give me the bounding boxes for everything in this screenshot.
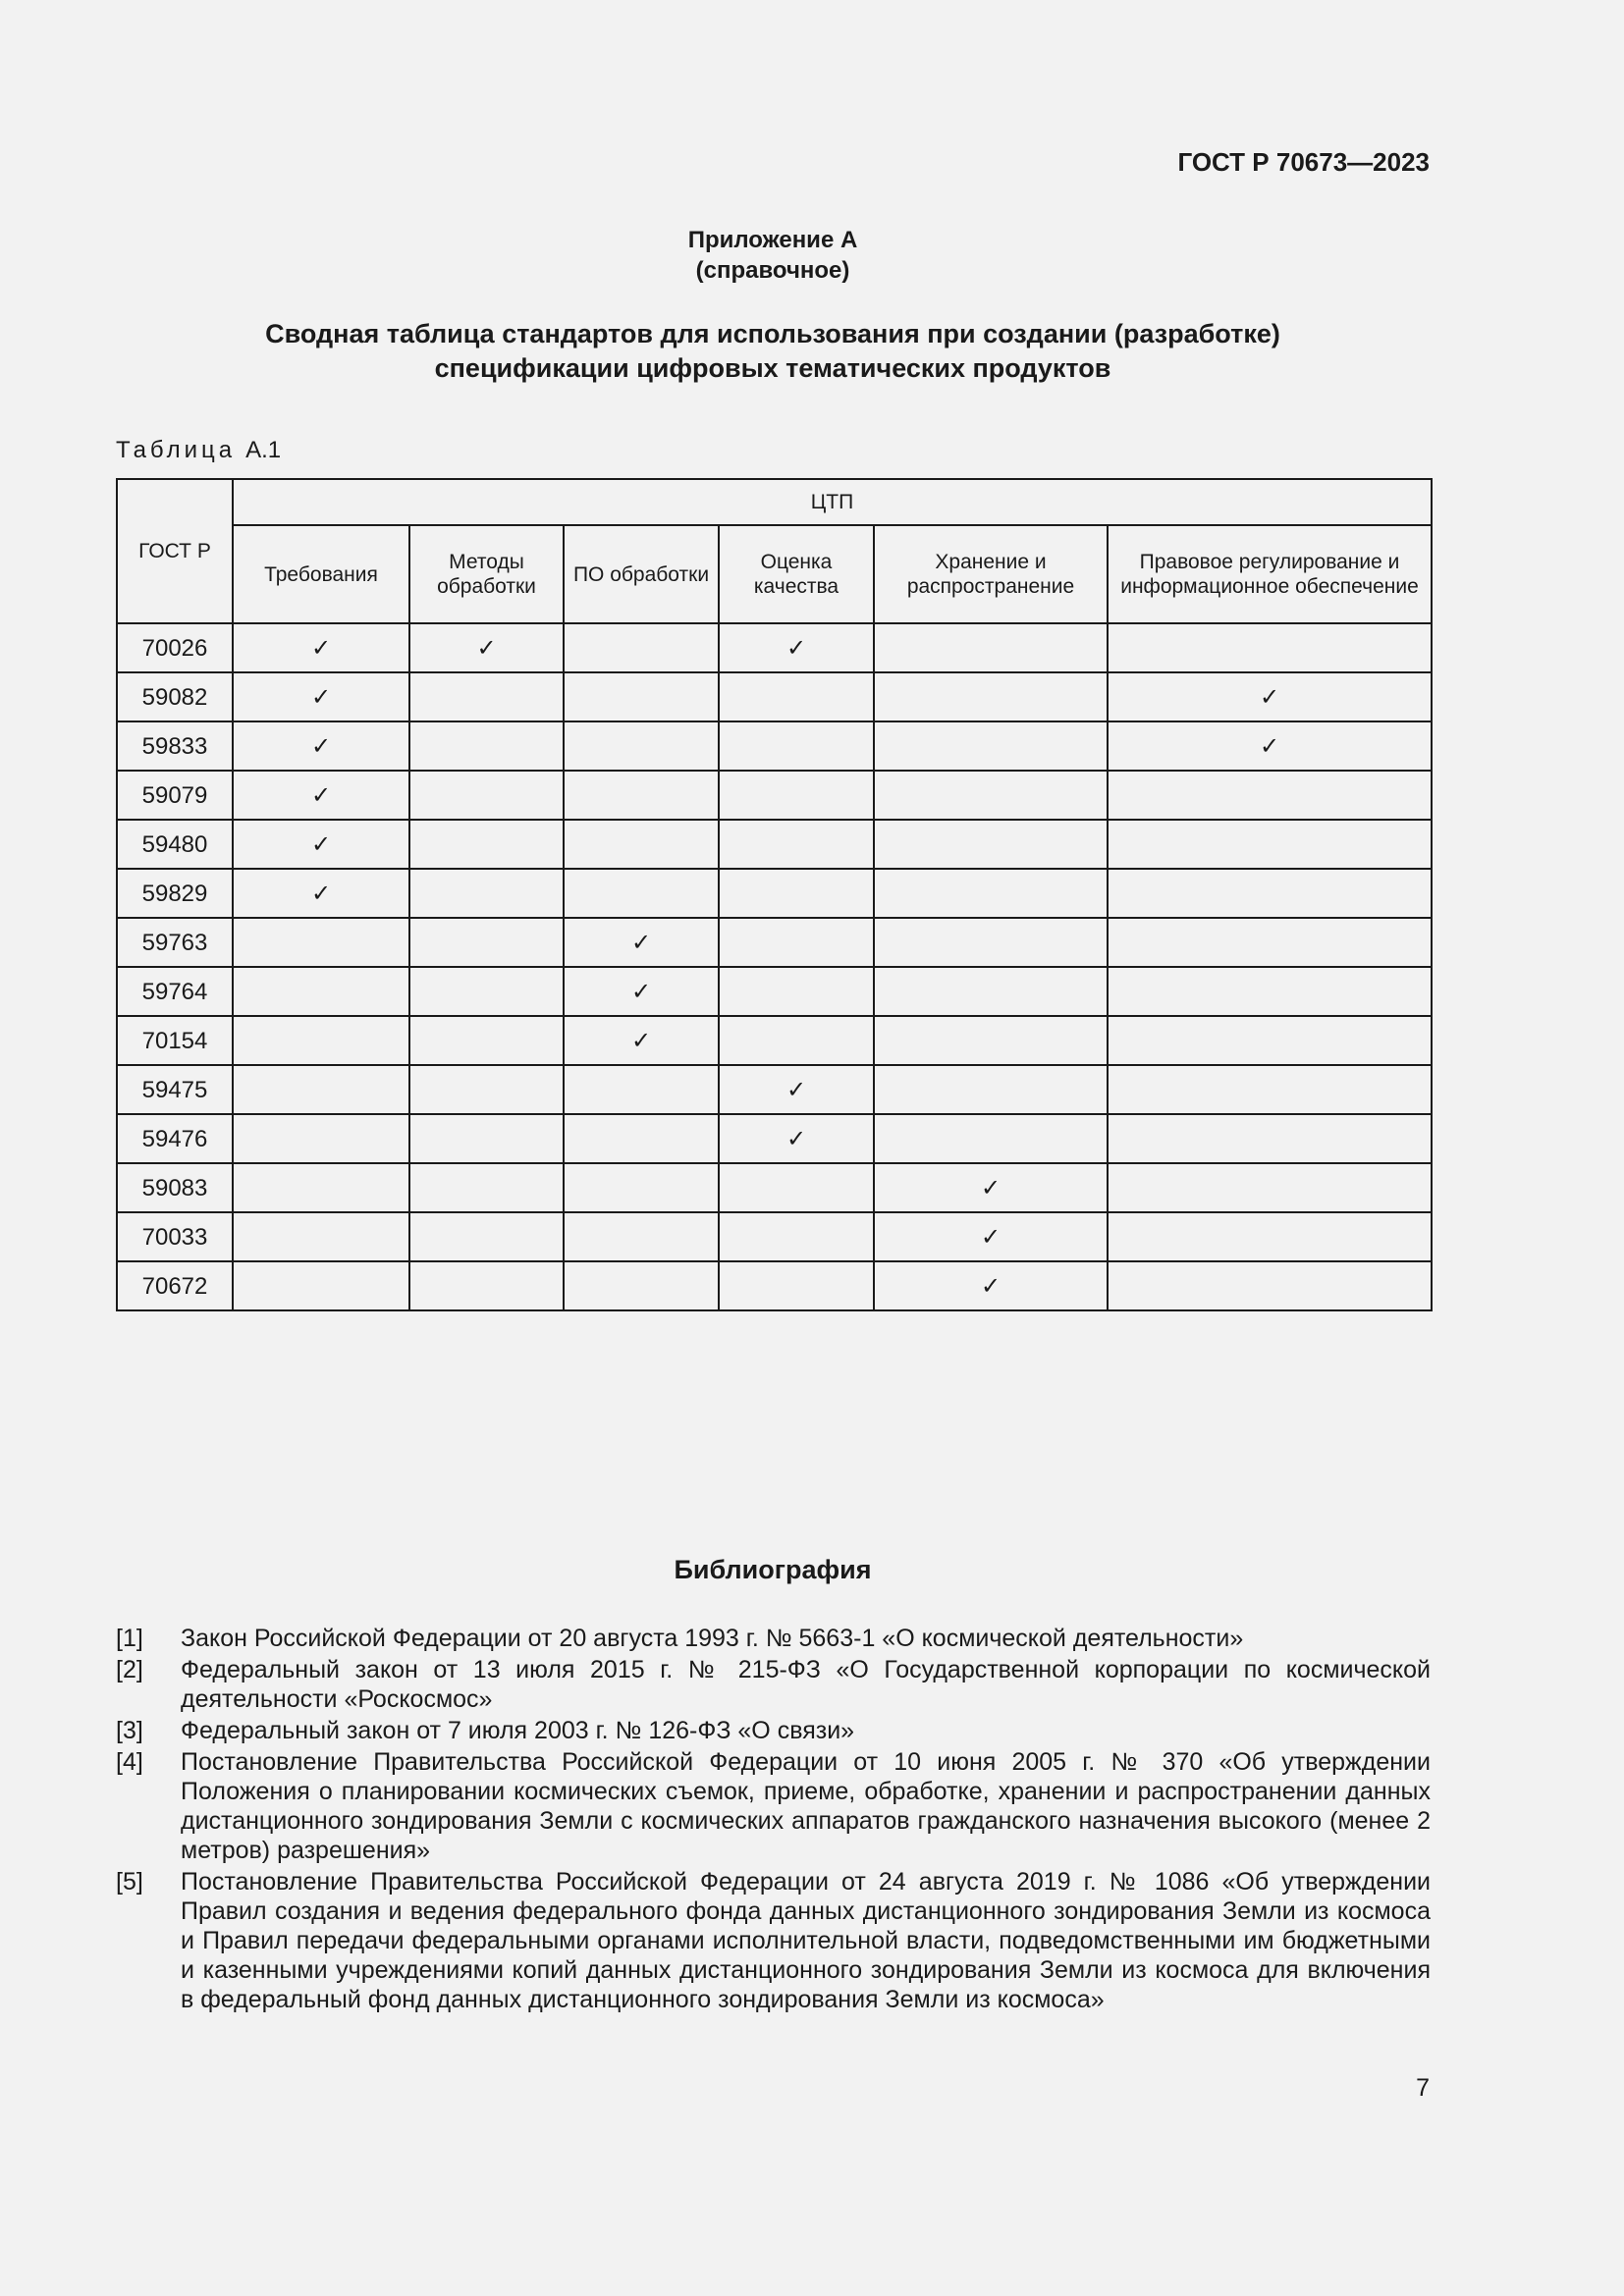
header-legal-regulation: Правовое регулирование и информационное обеспечение (1108, 525, 1432, 623)
table-title (116, 317, 1430, 386)
bibliography-item-text: Федеральный закон от 13 июля 2015 г. № 215-ФЗ «О Государственной корпорации по космической деятельности «Роскосмос» (181, 1656, 1431, 1713)
checkmark-icon: ✓ (310, 731, 332, 760)
table-row (117, 1016, 1432, 1065)
check-cell (409, 721, 564, 771)
check-cell (564, 623, 719, 672)
check-cell (874, 869, 1108, 918)
checkmark-icon: ✓ (785, 1075, 807, 1103)
check-cell (874, 1212, 1108, 1261)
gost-code-cell: 59476 (117, 1114, 233, 1163)
header-requirements: Требования (233, 525, 409, 623)
checkmark-icon: ✓ (310, 780, 332, 809)
checkmark-icon: ✓ (630, 977, 652, 1005)
check-cell (874, 1114, 1108, 1163)
checkmark-icon: ✓ (980, 1271, 1001, 1300)
table-row (117, 623, 1432, 672)
checkmark-icon: ✓ (310, 633, 332, 662)
check-cell (409, 771, 564, 820)
header-gost: ГОСТ Р (117, 479, 233, 623)
check-cell (719, 672, 874, 721)
gost-code-cell: 59833 (117, 721, 233, 771)
check-cell (874, 1016, 1108, 1065)
bibliography-item (116, 1747, 1431, 1865)
check-cell (719, 1261, 874, 1310)
check-cell (874, 672, 1108, 721)
check-cell (874, 820, 1108, 869)
check-cell (409, 967, 564, 1016)
check-cell (1108, 869, 1432, 918)
gost-code-cell: 70154 (117, 1016, 233, 1065)
check-cell (233, 771, 409, 820)
check-cell (233, 967, 409, 1016)
check-cell (409, 623, 564, 672)
gost-code-cell: 59082 (117, 672, 233, 721)
checkmark-icon: ✓ (980, 1222, 1001, 1251)
check-cell (719, 771, 874, 820)
check-cell (564, 1212, 719, 1261)
header-processing-methods: Методы обработки (409, 525, 564, 623)
bibliography-title: Библиография (674, 1555, 872, 1584)
gost-code-cell: 59475 (117, 1065, 233, 1114)
table-row (117, 771, 1432, 820)
check-cell (564, 967, 719, 1016)
check-cell (564, 771, 719, 820)
bibliography-item-text: Постановление Правительства Российской Федерации от 24 августа 2019 г. № 1086 «Об утверждении Правил создания и ведения федерального фонда данных дистанционного зондирования Земли из космоса и Правил передачи федеральными органами исполнительной власти, подведомственными им бюджетными и казенными учреждениями копий данных дистанционного зондирования Земли из космоса для включения в федеральный фонд данных дистанционного зондирования Земли из космоса» (181, 1868, 1431, 2013)
check-cell (1108, 820, 1432, 869)
checkmark-icon: ✓ (980, 1173, 1001, 1201)
check-cell (719, 967, 874, 1016)
table-row (117, 672, 1432, 721)
check-cell (233, 1065, 409, 1114)
check-cell (233, 1212, 409, 1261)
bibliography-item-number: [3] (116, 1717, 143, 1744)
check-cell (874, 1163, 1108, 1212)
gost-code-cell: 59829 (117, 869, 233, 918)
check-cell (564, 721, 719, 771)
table-row (117, 820, 1432, 869)
gost-code-cell: 59480 (117, 820, 233, 869)
check-cell (564, 869, 719, 918)
check-cell (233, 820, 409, 869)
check-cell (1108, 1016, 1432, 1065)
gost-code-cell: 70033 (117, 1212, 233, 1261)
check-cell (1108, 721, 1432, 771)
check-cell (409, 1016, 564, 1065)
check-cell (874, 967, 1108, 1016)
check-cell (874, 721, 1108, 771)
bibliography-item-text: Постановление Правительства Российской Федерации от 10 июня 2005 г. № 370 «Об утверждении Положения о планировании космических съемок, приеме, обработке, хранении и распространении данных дистанционного зондирования Земли с космических аппаратов гражданского назначения высокого (менее 2 метров) разрешения» (181, 1748, 1431, 1864)
checkmark-icon: ✓ (310, 879, 332, 907)
header-processing-software: ПО обработки (564, 525, 719, 623)
bibliography-item-text: Федеральный закон от 7 июля 2003 г. № 126-ФЗ «О связи» (181, 1717, 855, 1744)
check-cell (409, 820, 564, 869)
check-cell (233, 869, 409, 918)
checkmark-icon: ✓ (310, 829, 332, 858)
table-title-line-2: спецификации цифровых тематических продуктов (434, 353, 1111, 383)
gost-code-cell: 59083 (117, 1163, 233, 1212)
table-label-word: Таблица (116, 437, 237, 463)
gost-code-cell: 70672 (117, 1261, 233, 1310)
table-row (117, 1065, 1432, 1114)
check-cell (409, 1212, 564, 1261)
check-cell (233, 672, 409, 721)
table-row (117, 967, 1432, 1016)
check-cell (1108, 672, 1432, 721)
check-cell (409, 918, 564, 967)
header-quality-assessment: Оценка качества (719, 525, 874, 623)
header-storage-distribution: Хранение и распространение (874, 525, 1108, 623)
bibliography-item (116, 1624, 1431, 1653)
gost-code-cell: 59764 (117, 967, 233, 1016)
check-cell (1108, 967, 1432, 1016)
check-cell (719, 820, 874, 869)
check-cell (1108, 1114, 1432, 1163)
appendix-title: Приложение А (687, 227, 858, 253)
check-cell (564, 918, 719, 967)
table-body (117, 623, 1432, 1310)
check-cell (564, 1114, 719, 1163)
check-cell (409, 1261, 564, 1310)
check-cell (719, 1016, 874, 1065)
check-cell (719, 1065, 874, 1114)
table-row (117, 721, 1432, 771)
bibliography-item-number: [1] (116, 1625, 143, 1652)
bibliography-item-text: Закон Российской Федерации от 20 августа 1993 г. № 5663-1 «О космической деятельности» (181, 1625, 1244, 1652)
check-cell (564, 820, 719, 869)
bibliography-item-number: [2] (116, 1656, 143, 1683)
document-code: ГОСТ Р 70673—2023 (1177, 147, 1430, 177)
check-cell (233, 1261, 409, 1310)
check-cell (719, 1114, 874, 1163)
table-row (117, 1114, 1432, 1163)
table-row (117, 869, 1432, 918)
gost-code-cell: 59079 (117, 771, 233, 820)
check-cell (1108, 1212, 1432, 1261)
standards-table (116, 478, 1433, 1311)
check-cell (233, 721, 409, 771)
header-ctp-group: ЦТП (233, 479, 1432, 525)
check-cell (874, 1261, 1108, 1310)
check-cell (233, 1016, 409, 1065)
checkmark-icon: ✓ (630, 1026, 652, 1054)
page-number: 7 (1416, 2074, 1430, 2102)
check-cell (564, 1065, 719, 1114)
bibliography-item-number: [4] (116, 1748, 143, 1776)
table-row (117, 918, 1432, 967)
check-cell (1108, 771, 1432, 820)
check-cell (1108, 918, 1432, 967)
check-cell (874, 918, 1108, 967)
check-cell (1108, 1261, 1432, 1310)
check-cell (564, 1163, 719, 1212)
check-cell (564, 1016, 719, 1065)
table-row (117, 1212, 1432, 1261)
appendix-subtitle: (справочное) (695, 257, 850, 284)
check-cell (233, 1114, 409, 1163)
table-title-line-1: Сводная таблица стандартов для использования при создании (разработке) (265, 319, 1280, 348)
bibliography-item (116, 1867, 1431, 2014)
bibliography-item (116, 1655, 1431, 1714)
check-cell (719, 918, 874, 967)
gost-code-cell: 59763 (117, 918, 233, 967)
checkmark-icon: ✓ (1259, 682, 1280, 711)
check-cell (409, 672, 564, 721)
check-cell (564, 672, 719, 721)
check-cell (233, 918, 409, 967)
gost-code-cell: 70026 (117, 623, 233, 672)
check-cell (409, 1163, 564, 1212)
check-cell (1108, 1163, 1432, 1212)
bibliography-list (116, 1624, 1431, 2016)
checkmark-icon: ✓ (310, 682, 332, 711)
check-cell (719, 623, 874, 672)
table-label-number: А.1 (245, 437, 282, 463)
table-row (117, 1261, 1432, 1310)
check-cell (409, 1114, 564, 1163)
checkmark-icon: ✓ (785, 633, 807, 662)
check-cell (564, 1261, 719, 1310)
check-cell (874, 771, 1108, 820)
check-cell (1108, 623, 1432, 672)
table-label (116, 437, 281, 464)
check-cell (874, 623, 1108, 672)
check-cell (874, 1065, 1108, 1114)
checkmark-icon: ✓ (476, 633, 497, 662)
bibliography-item (116, 1716, 1431, 1745)
check-cell (719, 1163, 874, 1212)
check-cell (409, 1065, 564, 1114)
checkmark-icon: ✓ (785, 1124, 807, 1152)
check-cell (233, 623, 409, 672)
check-cell (719, 721, 874, 771)
check-cell (719, 869, 874, 918)
bibliography-item-number: [5] (116, 1868, 143, 1896)
checkmark-icon: ✓ (630, 928, 652, 956)
appendix-heading (116, 225, 1430, 286)
check-cell (1108, 1065, 1432, 1114)
check-cell (409, 869, 564, 918)
checkmark-icon: ✓ (1259, 731, 1280, 760)
check-cell (719, 1212, 874, 1261)
table-row (117, 1163, 1432, 1212)
check-cell (233, 1163, 409, 1212)
